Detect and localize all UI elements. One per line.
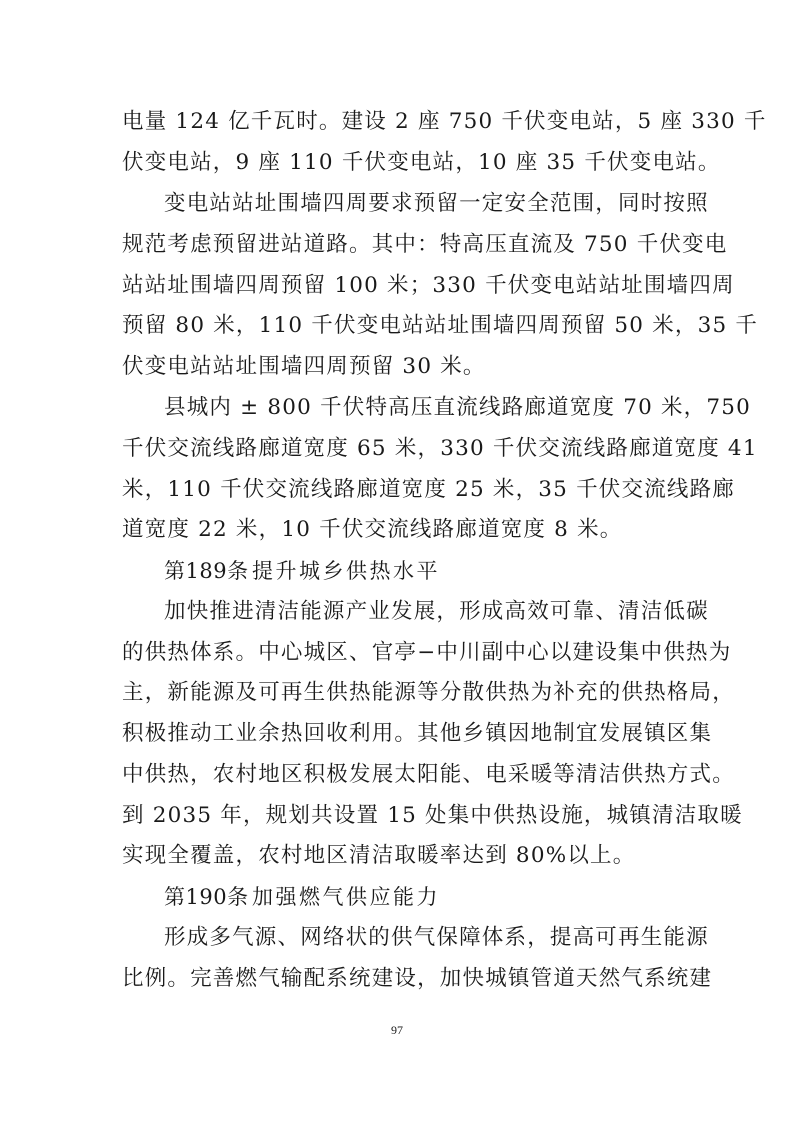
body-text-line: 中供热，农村地区积极发展太阳能、电采暖等清洁供热方式。 — [122, 762, 735, 787]
article-number: 第189条 — [164, 559, 249, 583]
body-text-line: 加快推进清洁能源产业发展，形成高效可靠、清洁低碳 — [164, 599, 709, 624]
body-text-line: 到 2035 年，规划共设置 15 处集中供热设施，城镇清洁取暖 — [122, 803, 743, 828]
article-title: 提升城乡供热水平 — [252, 559, 440, 583]
body-text-line: 主，新能源及可再生供热能源等分散供热为补充的供热格局， — [122, 680, 735, 705]
body-text-line: 电量 124 亿千瓦时。建设 2 座 750 千伏变电站，5 座 330 千 — [122, 109, 767, 134]
body-text-line: 形成多气源、网络状的供气保障体系，提高可再生能源 — [164, 925, 709, 950]
article-heading — [164, 556, 724, 586]
body-text-line: 变电站站址围墙四周要求预留一定安全范围，同时按照 — [164, 191, 709, 216]
body-text-line: 积极推动工业余热回收利用。其他乡镇因地制宜发展镇区集 — [122, 721, 713, 746]
page-number: 97 — [391, 1023, 403, 1037]
body-text-line: 规范考虑预留进站道路。其中：特高压直流及 750 千伏变电 — [122, 232, 728, 257]
body-text-line: 道宽度 22 米，10 千伏交流线路廊道宽度 8 米。 — [122, 517, 623, 542]
body-text-line: 实现全覆盖，农村地区清洁取暖率达到 80%以上。 — [122, 843, 636, 868]
article-heading — [164, 882, 724, 912]
body-text-line: 的供热体系。中心城区、官亭−中川副中心以建设集中供热为 — [122, 640, 732, 665]
body-text-line: 米，110 千伏交流线路廊道宽度 25 米，35 千伏交流线路廊 — [122, 477, 735, 502]
body-text-line: 伏变电站，9 座 110 千伏变电站，10 座 35 千伏变电站。 — [122, 150, 721, 175]
article-title: 加强燃气供应能力 — [252, 885, 440, 909]
body-text-line: 比例。完善燃气输配系统建设，加快城镇管道天然气系统建 — [122, 966, 713, 991]
body-text-line: 县城内 ± 800 千伏特高压直流线路廊道宽度 70 米，750 — [164, 395, 752, 420]
body-text-line: 千伏交流线路廊道宽度 65 米，330 千伏交流线路廊道宽度 41 — [122, 436, 758, 461]
body-text-line: 伏变电站站址围墙四周预留 30 米。 — [122, 354, 486, 379]
body-text-line: 预留 80 米，110 千伏变电站站址围墙四周预留 50 米，35 千 — [122, 313, 759, 338]
article-number: 第190条 — [164, 885, 249, 909]
body-text-line: 站站址围墙四周预留 100 米；330 千伏变电站站址围墙四周 — [122, 273, 735, 298]
